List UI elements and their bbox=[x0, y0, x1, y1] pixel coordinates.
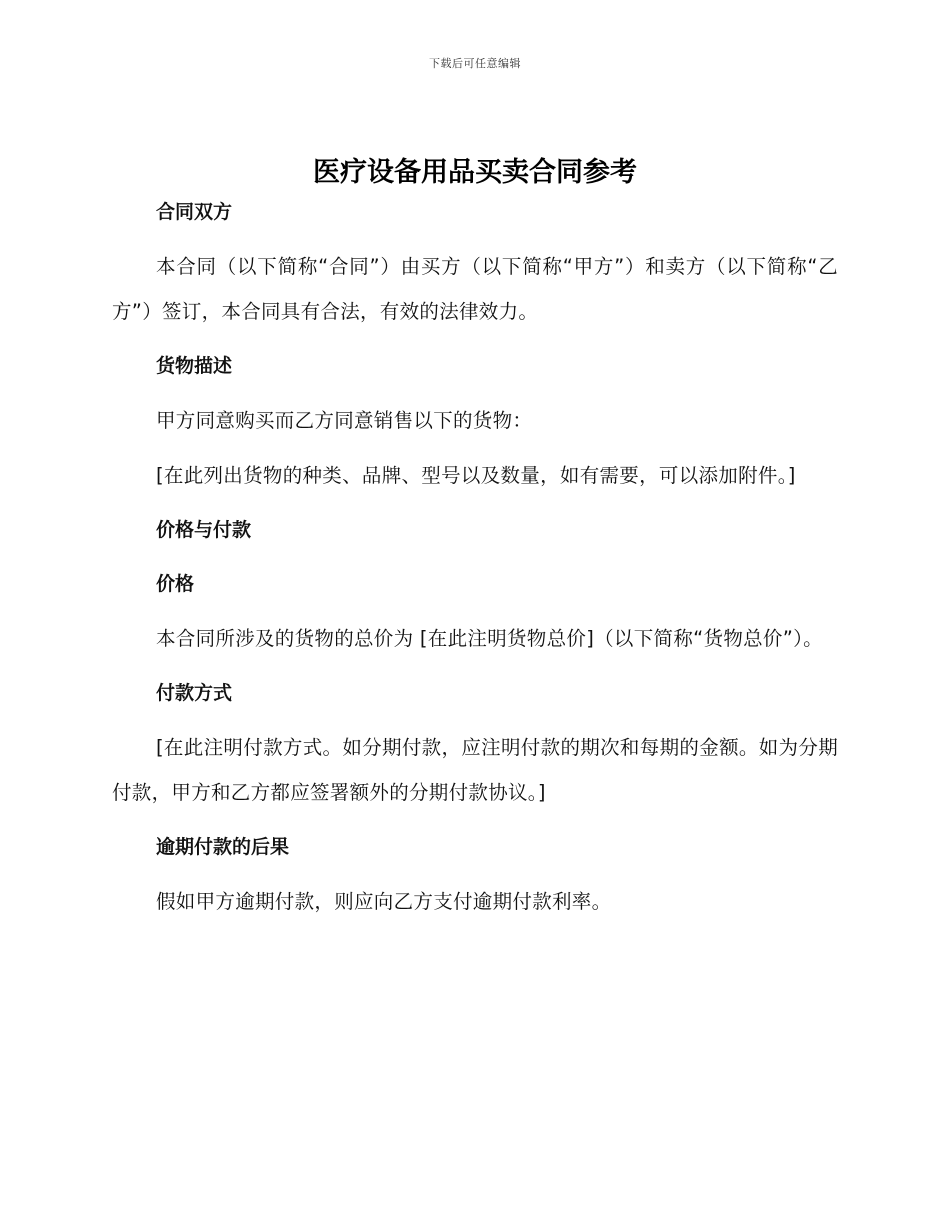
section-heading-price-payment: 价格与付款 bbox=[156, 519, 252, 541]
paragraph-price: 本合同所涉及的货物的总价为 [在此注明货物总价]（以下简称“货物总价”）。 bbox=[156, 627, 823, 650]
section-heading-price: 价格 bbox=[156, 573, 195, 595]
section-heading-goods: 货物描述 bbox=[156, 355, 233, 377]
document-title: 医疗设备用品买卖合同参考 bbox=[313, 157, 637, 188]
paragraph-parties: 本合同（以下简称“合同”）由买方（以下简称“甲方”）和卖方（以下简称“乙方”）签订，本合同具有合法，有效的法律效力。 bbox=[112, 255, 838, 323]
section-heading-payment-method: 付款方式 bbox=[156, 682, 233, 704]
section-heading-parties: 合同双方 bbox=[156, 201, 233, 223]
paragraph-payment-method: [在此注明付款方式。如分期付款，应注明付款的期次和每期的金额。如为分期付款，甲方和乙方都应签署额外的分期付款协议。] bbox=[112, 736, 838, 804]
document-body bbox=[112, 197, 838, 941]
paragraph-goods-list: [在此列出货物的种类、品牌、型号以及数量，如有需要，可以添加附件。] bbox=[156, 464, 796, 487]
paragraph-late-payment: 假如甲方逾期付款，则应向乙方支付逾期付款利率。 bbox=[156, 890, 612, 913]
section-heading-late-payment: 逾期付款的后果 bbox=[156, 836, 290, 858]
paragraph-goods-agreement: 甲方同意购买而乙方同意销售以下的货物： bbox=[156, 409, 533, 432]
header-note: 下载后可任意编辑 bbox=[429, 57, 521, 70]
